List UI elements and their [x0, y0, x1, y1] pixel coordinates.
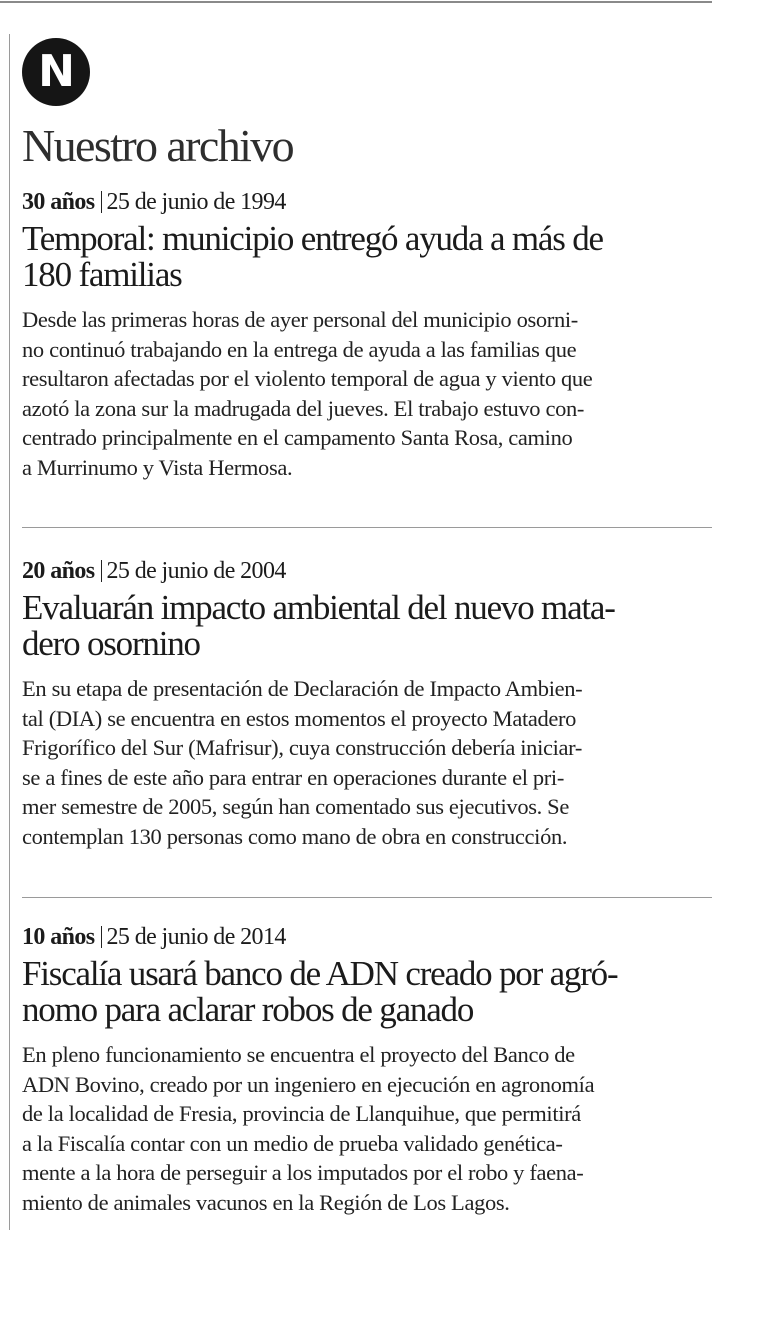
- meta-separator: [101, 560, 102, 582]
- headline-line: Evaluarán impacto ambiental del nuevo mata-: [22, 588, 615, 627]
- meta-separator: [101, 926, 102, 948]
- meta-separator: [101, 191, 102, 213]
- body-line: azotó la zona sur la madrugada del jueves. El trabajo estuvo con-: [22, 395, 585, 421]
- body-line: mer semestre de 2005, según han comentado sus ejecutivos. Se: [22, 794, 569, 820]
- left-column-rule: [9, 34, 10, 1230]
- entry-divider: [22, 527, 712, 528]
- body-line: Frigorífico del Sur (Mafrisur), cuya construcción debería iniciar-: [22, 735, 582, 761]
- entry-body: [22, 1040, 712, 1218]
- entry-date: 25 de junio de 2004: [106, 558, 286, 584]
- entry-years: 20 años: [22, 558, 95, 584]
- body-line: centrado principalmente en el campamento Santa Rosa, camino: [22, 425, 573, 451]
- entry-date: 25 de junio de 1994: [106, 189, 286, 215]
- body-line: a Murrinumo y Vista Hermosa.: [22, 454, 293, 480]
- body-line: no continuó trabajando en la entrega de ayuda a las familias que: [22, 336, 577, 362]
- entry-divider: [22, 897, 712, 898]
- entry-headline: [22, 221, 712, 293]
- archive-entry-30-years: [22, 187, 712, 483]
- archive-entry-20-years: [22, 556, 712, 852]
- body-line: En pleno funcionamiento se encuentra el proyecto del Banco de: [22, 1042, 575, 1067]
- body-line: tal (DIA) se encuentra en estos momentos el proyecto Matadero: [22, 705, 577, 731]
- headline-line: nomo para aclarar robos de ganado: [22, 990, 474, 1029]
- body-line: En su etapa de presentación de Declaración de Impacto Ambien-: [22, 676, 583, 701]
- headline-line: Temporal: municipio entregó ayuda a más de: [22, 219, 603, 258]
- entry-years: 30 años: [22, 189, 95, 215]
- newspaper-n-logo: N: [22, 38, 90, 106]
- section-title: Nuestro archivo: [22, 120, 294, 171]
- body-line: se a fines de este año para entrar en operaciones durante el pri-: [22, 764, 564, 790]
- entry-meta: [22, 556, 712, 586]
- entry-body: [22, 674, 712, 852]
- entry-headline: [22, 956, 712, 1028]
- body-line: resultaron afectadas por el violento temporal de agua y viento que: [22, 366, 593, 392]
- entry-meta: [22, 922, 712, 952]
- entry-date: 25 de junio de 2014: [106, 924, 286, 950]
- entry-headline: [22, 590, 712, 662]
- body-line: contemplan 130 personas como mano de obra en construcción.: [22, 823, 568, 849]
- body-line: de la localidad de Fresia, provincia de Llanquihue, que permitirá: [22, 1101, 581, 1127]
- body-line: a la Fiscalía contar con un medio de prueba validado genética-: [22, 1130, 563, 1156]
- body-line: ADN Bovino, creado por un ingeniero en ejecución en agronomía: [22, 1071, 595, 1097]
- body-line: Desde las primeras horas de ayer personal del municipio osorni-: [22, 307, 578, 332]
- entry-meta: [22, 187, 712, 217]
- headline-line: dero osornino: [22, 624, 200, 663]
- body-line: miento de animales vacunos en la Región de Los Lagos.: [22, 1189, 510, 1215]
- body-line: mente a la hora de perseguir a los imputados por el robo y faena-: [22, 1160, 584, 1186]
- headline-line: 180 familias: [22, 255, 182, 294]
- archive-entry-10-years: [22, 922, 712, 1218]
- entry-years: 10 años: [22, 924, 95, 950]
- entry-body: [22, 305, 712, 483]
- headline-line: Fiscalía usará banco de ADN creado por agró-: [22, 954, 618, 993]
- top-rule: [0, 1, 712, 3]
